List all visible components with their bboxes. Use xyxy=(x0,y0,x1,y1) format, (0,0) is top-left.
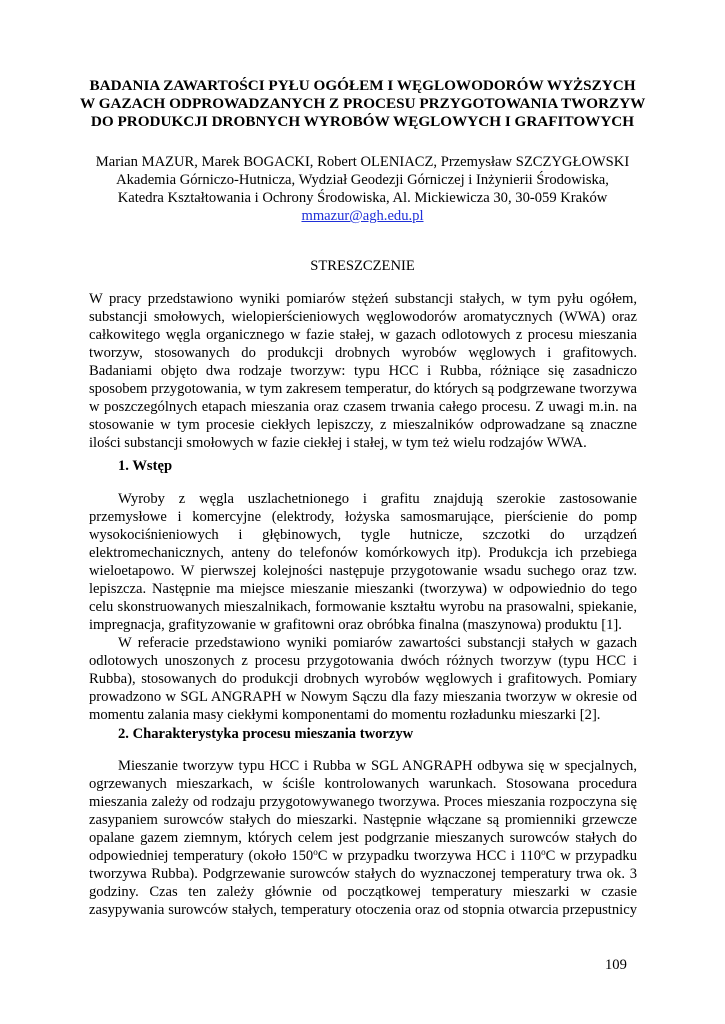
text-line: momentu zalania masy ciekłymi komponentami do momentu rozładunku mieszarki [2]. xyxy=(89,707,601,723)
section-1-body xyxy=(89,490,637,724)
section-2-heading: 2. Charakterystyka procesu mieszania tworzyw xyxy=(118,726,414,742)
text-line: W referacie przedstawiono wyniki pomiarów zawartości substancji stałych w gazach xyxy=(118,635,637,651)
section-2-body xyxy=(89,757,637,919)
title-line: W GAZACH ODPROWADZANYCH Z PROCESU PRZYGOTOWANIA TWORZYW xyxy=(80,95,646,112)
author-block xyxy=(70,153,655,225)
text-line: Badaniami objęto dwa rodzaje tworzyw: typu HCC i Rubba, różniące się zasadniczo xyxy=(89,363,637,379)
degree-sup: o xyxy=(541,847,546,857)
text-line: ilości substancji smołowych w fazie ciekłej i stałej, w tym też wielu rodzajów WWA. xyxy=(89,435,587,451)
text-line: tworzywa Rubba). Podgrzewanie surowców stałych do wyznaczonej temperatury trwa ok. 3 xyxy=(89,866,637,882)
text-line: celu skonstruowanych mieszalnikach, formowanie kształtu wyrobu na prasowalni, spiekanie, xyxy=(89,599,637,615)
title-line: BADANIA ZAWARTOŚCI PYŁU OGÓŁEM I WĘGLOWODORÓW WYŻSZYCH xyxy=(89,77,636,94)
text-line xyxy=(89,847,637,865)
text-line: elektromechanicznych, anteny do telefonów komórkowych itp). Produkcja ich przebiega xyxy=(89,545,637,561)
text-fragment: C w przypadku xyxy=(545,848,637,864)
text-line: zasypaniem surowców stałych do mieszarki. Następnie włączane są promienniki grzewcze xyxy=(89,812,637,828)
text-line: Wyroby z węgla uszlachetnionego i grafitu znajdują szerokie zastosowanie xyxy=(118,491,637,507)
text-line: W pracy przedstawiono wyniki pomiarów stężeń substancji stałych, w tym pyłu ogółem, xyxy=(89,291,637,307)
text-line: Rubba), stosowanych do produkcji drobnych wyrobów węglowych i grafitowych. Pomiary xyxy=(89,671,637,687)
text-line: wysokociśnieniowych i głębinowych, tygle hutnicze, szczotki do urządzeń xyxy=(89,527,637,543)
text-line: stosowanie w tym procesie ciekłych lepiszczy, z mieszalników odprowadzane są znaczne xyxy=(89,417,637,433)
page-number: 109 xyxy=(605,957,627,973)
text-fragment: odpowiedniej temperatury (około 150 xyxy=(89,848,314,864)
text-line: lepiszcza. Następnie ma miejsce mieszanie mieszanki (tworzywa) w odpowiednio do tego xyxy=(89,581,637,597)
text-line: godziny. Czas ten zależy głównie od początkowej temperatury mieszarki w czasie xyxy=(89,884,637,900)
text-line: mieszania zależy od rodzaju przygotowywanego tworzywa. Proces mieszania rozpoczyna się xyxy=(89,794,637,810)
text-line: całkowitego węgla organicznego w fazie stałej, w gazach odlotowych z procesu mieszania xyxy=(89,327,637,343)
text-line: przemysłowe i komercyjne (elektrody, łożyska samosmarujące, pierścienie do pomp xyxy=(89,509,637,525)
text-line: zasypywania surowców stałych, temperatury otoczenia oraz od stopnia otwarcia przepustnicy xyxy=(89,902,637,918)
text-line: prowadzono w SGL ANGRAPH w Nowym Sączu dla fazy mieszania tworzyw w okresie od xyxy=(89,689,637,705)
text-line: substancji smołowych, wielopierścieniowych węglowodorów aromatycznych (WWA) oraz xyxy=(89,309,637,325)
abstract-heading: STRESZCZENIE xyxy=(310,258,415,274)
text-line: impregnacja, grafityzowanie w grafitowni oraz obróbka finalna (maszynowa) produktu [1]. xyxy=(89,617,622,633)
abstract-body xyxy=(89,290,637,452)
email-link[interactable]: mmazur@agh.edu.pl xyxy=(301,208,424,224)
text-line: Mieszanie tworzyw typu HCC i Rubba w SGL ANGRAPH odbywa się w specjalnych, xyxy=(118,758,637,774)
text-fragment: C w przypadku tworzywa HCC i 110 xyxy=(317,848,542,864)
text-line: tworzyw, stosowanych do produkcji drobnych wyrobów węglowych i grafitowych. xyxy=(89,345,637,361)
paper-title xyxy=(80,77,645,131)
affiliation-line: Akademia Górniczo-Hutnicza, Wydział Geodezji Górniczej i Inżynierii Środowiska, xyxy=(116,172,609,188)
text-line: odlotowych unoszonych z procesu przygotowania dwóch różnych tworzyw (typu HCC i xyxy=(89,653,637,669)
text-line: wieloetapowo. W pierwszej kolejności następuje przygotowanie wsadu suchego oraz tzw. xyxy=(89,563,637,579)
title-line: DO PRODUKCJI DROBNYCH WYROBÓW WĘGLOWYCH I GRAFITOWYCH xyxy=(90,113,635,130)
degree-sup: o xyxy=(313,847,318,857)
author-names: Marian MAZUR, Marek BOGACKI, Robert OLENIACZ, Przemysław SZCZYGŁOWSKI xyxy=(95,154,630,170)
text-line: sposobem przygotowania, w tym zakresem temperatur, do których są podgrzewane tworzywa xyxy=(89,381,637,397)
affiliation-line: Katedra Kształtowania i Ochrony Środowiska, Al. Mickiewicza 30, 30-059 Kraków xyxy=(117,190,608,206)
section-1-heading: 1. Wstęp xyxy=(118,458,173,474)
text-line: ogrzewanych mieszarkach, w ściśle kontrolowanych warunkach. Stosowana procedura xyxy=(89,776,637,792)
text-line: w poszczególnych etapach mieszania oraz czasem trwania całego procesu. Z uwagi m.in. na xyxy=(89,399,637,415)
text-line: opalane gazem ziemnym, których celem jest podgrzanie mieszanych surowców stałych do xyxy=(89,830,637,846)
